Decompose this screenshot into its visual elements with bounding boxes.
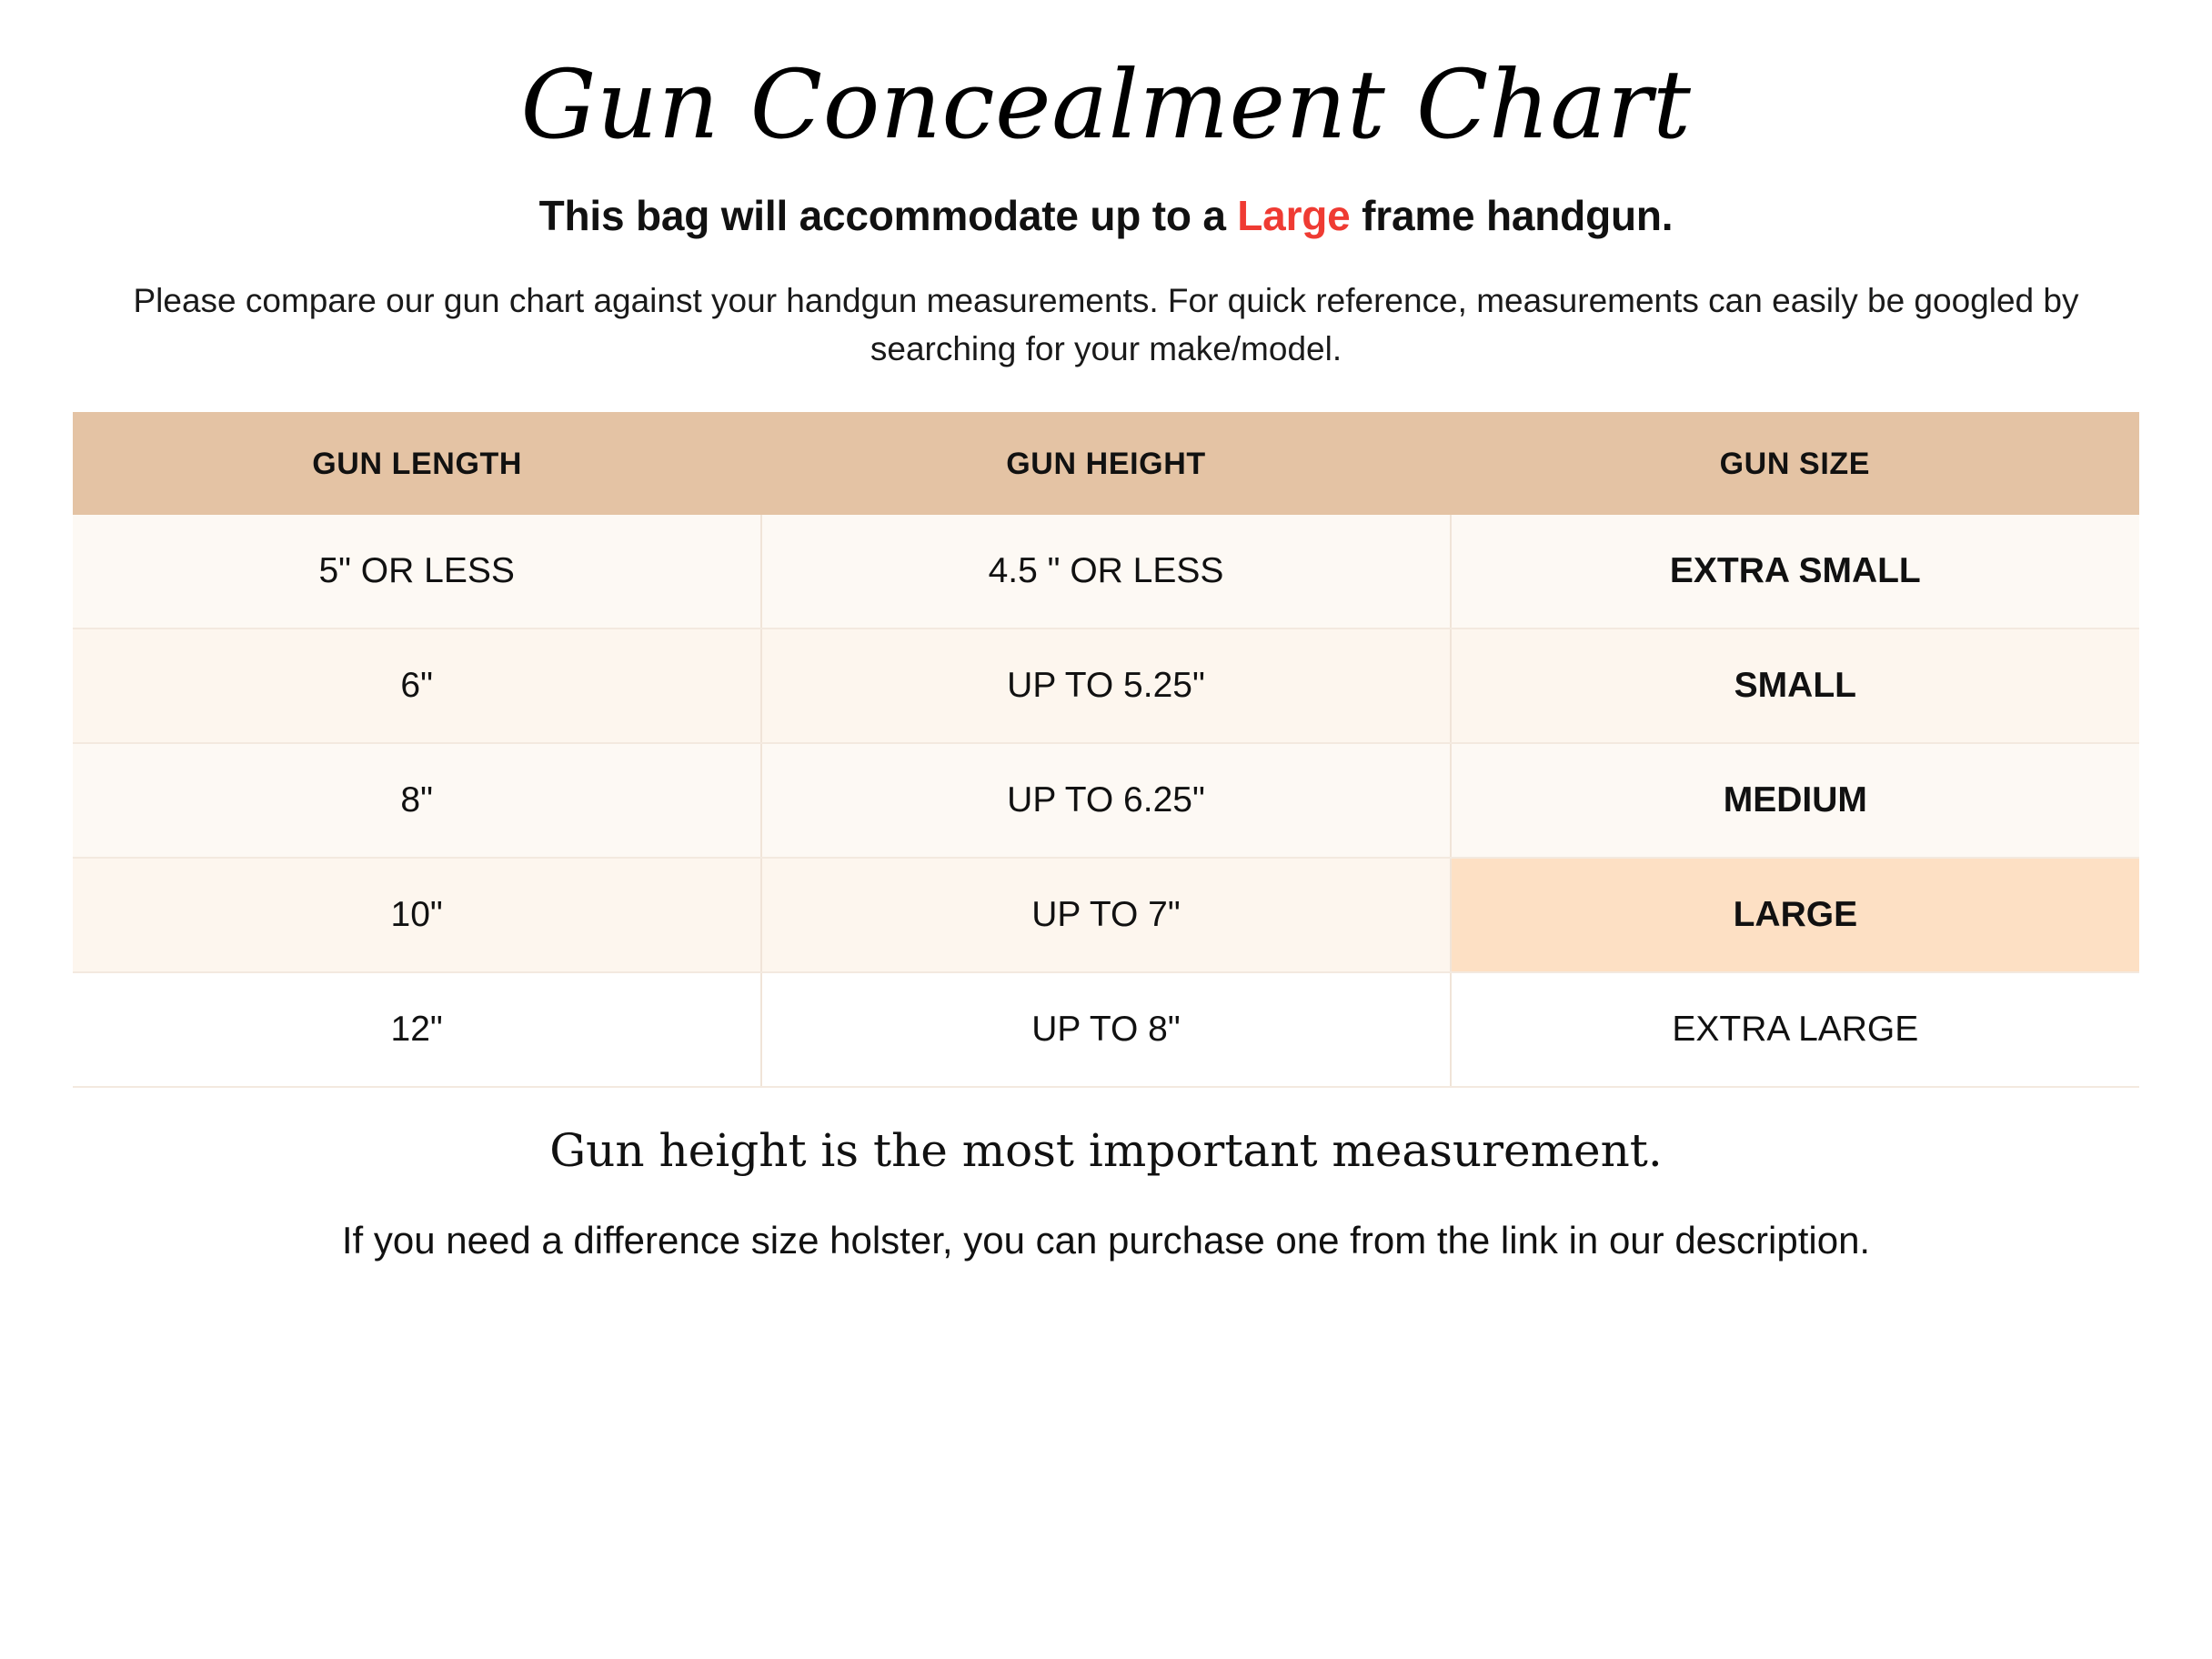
cell-gun-length: 8" bbox=[73, 743, 761, 858]
cell-gun-size: EXTRA LARGE bbox=[1451, 972, 2139, 1087]
cell-gun-size-selected: LARGE bbox=[1451, 858, 2139, 972]
subtitle bbox=[539, 191, 1674, 240]
subtitle-accent-word: Large bbox=[1237, 191, 1351, 239]
cell-gun-size: MEDIUM bbox=[1451, 743, 2139, 858]
cell-gun-height: UP TO 8" bbox=[761, 972, 1450, 1087]
table-body bbox=[73, 515, 2139, 1087]
table-row bbox=[73, 858, 2139, 972]
column-header-gun-height: GUN HEIGHT bbox=[761, 412, 1450, 515]
table-head bbox=[73, 412, 2139, 515]
lead-paragraph: Please compare our gun chart against your handgun measurements. For quick reference, measurements can easily be googled by searching for your make/model. bbox=[133, 281, 2079, 368]
table-header-row bbox=[73, 412, 2139, 515]
table-row bbox=[73, 743, 2139, 858]
table-row bbox=[73, 515, 2139, 628]
page-title: Gun Concealment Chart bbox=[520, 49, 1692, 160]
cell-gun-length: 10" bbox=[73, 858, 761, 972]
cell-gun-height: UP TO 5.25" bbox=[761, 628, 1450, 743]
column-header-gun-size: GUN SIZE bbox=[1451, 412, 2139, 515]
cell-gun-height: 4.5 " OR LESS bbox=[761, 515, 1450, 628]
cell-gun-size: SMALL bbox=[1451, 628, 2139, 743]
chart-table-wrapper bbox=[73, 412, 2139, 1088]
table-row bbox=[73, 628, 2139, 743]
footer-emphasis: Gun height is the most important measurement. bbox=[549, 1123, 1663, 1177]
cell-gun-length: 5" OR LESS bbox=[73, 515, 761, 628]
cell-gun-size: EXTRA SMALL bbox=[1451, 515, 2139, 628]
footer-note: If you need a difference size holster, you can purchase one from the link in our description. bbox=[341, 1218, 1871, 1262]
cell-gun-length: 6" bbox=[73, 628, 761, 743]
subtitle-text-before: This bag will accommodate up to a bbox=[538, 191, 1238, 239]
cell-gun-height: UP TO 6.25" bbox=[761, 743, 1450, 858]
gun-size-table bbox=[73, 412, 2139, 1088]
cell-gun-length: 12" bbox=[73, 972, 761, 1087]
cell-gun-height: UP TO 7" bbox=[761, 858, 1450, 972]
column-header-gun-length: GUN LENGTH bbox=[73, 412, 761, 515]
subtitle-text-after: frame handgun. bbox=[1350, 191, 1674, 239]
table-row bbox=[73, 972, 2139, 1087]
